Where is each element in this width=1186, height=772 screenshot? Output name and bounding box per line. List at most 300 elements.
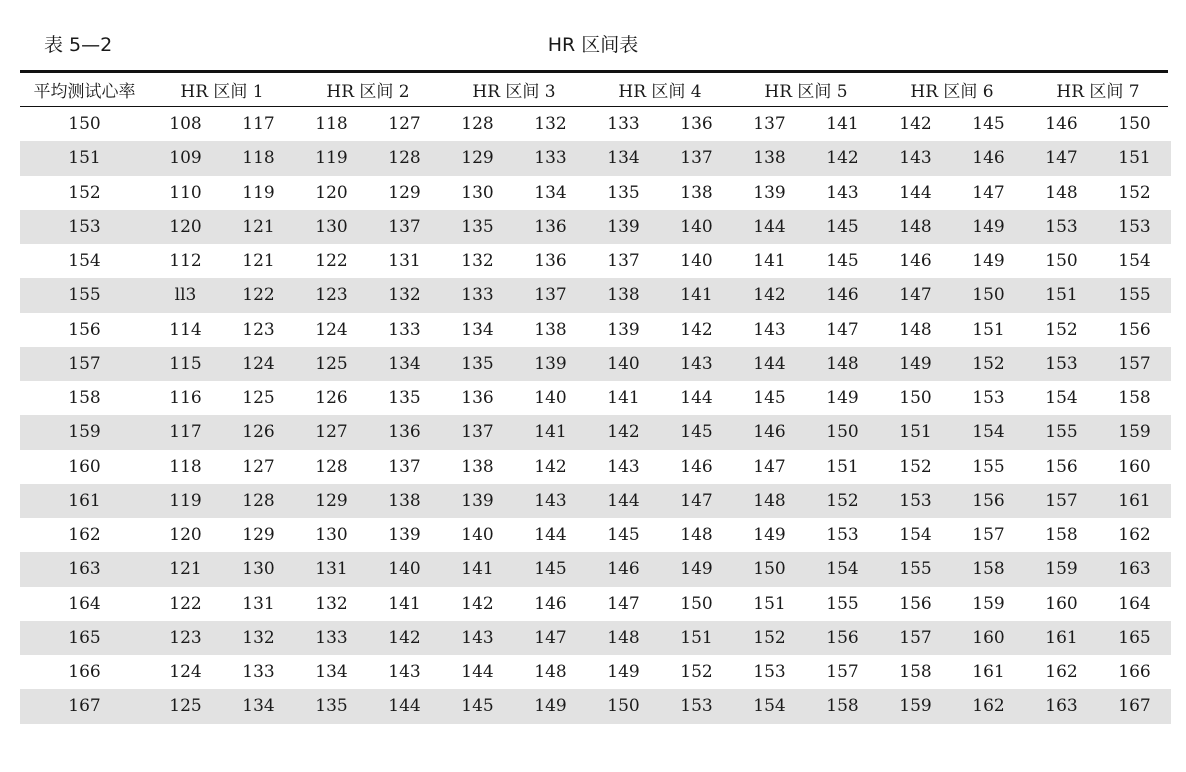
zone-bound-cell: 146 (534, 593, 567, 614)
zone-bound-cell: 163 (1098, 552, 1171, 586)
zone-bound-cell: 135 (388, 388, 421, 409)
zone-bound-cell: 159 (972, 593, 1005, 614)
zone-bound-cell: 134 (368, 347, 441, 381)
table-row (20, 313, 1171, 347)
zone-bound-cell: 149 (826, 388, 859, 409)
zone-bound-cell: 131 (242, 593, 275, 614)
zone-bound-cell: 158 (1118, 388, 1151, 409)
zone-bound-cell: 134 (222, 689, 295, 723)
zone-bound-cell: 146 (952, 141, 1025, 175)
zone-bound-cell: 124 (222, 347, 295, 381)
zone-bound-cell: 148 (733, 484, 806, 518)
header-hr-zone-1: HR 区间 1 (180, 82, 264, 102)
zone-bound-cell: 141 (441, 552, 514, 586)
avg-test-hr-cell: 162 (68, 525, 101, 546)
zone-bound-cell: 141 (753, 251, 786, 272)
zone-bound-cell: 134 (587, 141, 660, 175)
avg-test-hr-cell: 163 (20, 552, 149, 586)
zone-bound-cell: 157 (879, 621, 952, 655)
table-body (20, 106, 1171, 724)
zone-bound-cell: 156 (1045, 456, 1078, 477)
zone-bound-cell: 122 (169, 593, 202, 614)
zone-bound-cell: 148 (879, 210, 952, 244)
zone-bound-cell: 156 (899, 593, 932, 614)
avg-test-hr-cell: 155 (20, 278, 149, 312)
zone-bound-cell: 129 (388, 182, 421, 203)
zone-bound-cell: 139 (388, 525, 421, 546)
zone-bound-cell: 148 (899, 319, 932, 340)
zone-bound-cell: 145 (806, 210, 879, 244)
header-hr-zone-6: HR 区间 6 (910, 82, 994, 102)
zone-bound-cell: 136 (680, 114, 713, 135)
zone-bound-cell: 156 (806, 621, 879, 655)
avg-test-hr-cell: 160 (68, 456, 101, 477)
zone-bound-cell: 112 (169, 251, 202, 272)
zone-bound-cell: 157 (826, 662, 859, 683)
zone-bound-cell: 147 (660, 484, 733, 518)
zone-bound-cell: 152 (1045, 319, 1078, 340)
zone-bound-cell: 148 (587, 621, 660, 655)
zone-bound-cell: 142 (534, 456, 567, 477)
zone-bound-cell: 118 (169, 456, 202, 477)
zone-bound-cell: 145 (972, 114, 1005, 135)
zone-bound-cell: 139 (441, 484, 514, 518)
zone-bound-cell: 138 (368, 484, 441, 518)
zone-bound-cell: 120 (315, 182, 348, 203)
zone-bound-cell: 161 (972, 662, 1005, 683)
zone-bound-cell: 137 (514, 278, 587, 312)
zone-bound-cell: 139 (607, 319, 640, 340)
zone-bound-cell: 151 (1025, 278, 1098, 312)
zone-bound-cell: 142 (461, 593, 494, 614)
zone-bound-cell: 152 (733, 621, 806, 655)
zone-bound-cell: 117 (242, 114, 275, 135)
zone-bound-cell: 143 (826, 182, 859, 203)
zone-bound-cell: 108 (169, 114, 202, 135)
table-row (20, 655, 1171, 689)
zone-bound-cell: 153 (879, 484, 952, 518)
zone-bound-cell: 144 (733, 210, 806, 244)
zone-bound-cell: 128 (222, 484, 295, 518)
zone-bound-cell: 149 (972, 251, 1005, 272)
zone-bound-cell: 117 (149, 415, 222, 449)
zone-bound-cell: 164 (1118, 593, 1151, 614)
avg-test-hr-cell: 161 (20, 484, 149, 518)
zone-bound-cell: 133 (607, 114, 640, 135)
zone-bound-cell: 133 (388, 319, 421, 340)
zone-bound-cell: 147 (826, 319, 859, 340)
avg-test-hr-cell: 153 (20, 210, 149, 244)
zone-bound-cell: 160 (1118, 456, 1151, 477)
zone-bound-cell: 145 (660, 415, 733, 449)
zone-bound-cell: 158 (806, 689, 879, 723)
zone-bound-cell: 157 (1025, 484, 1098, 518)
zone-bound-cell: 121 (222, 210, 295, 244)
avg-test-hr-cell: 158 (68, 388, 101, 409)
zone-bound-cell: 136 (514, 210, 587, 244)
zone-bound-cell: 151 (753, 593, 786, 614)
zone-bound-cell: 132 (534, 114, 567, 135)
zone-bound-cell: 133 (441, 278, 514, 312)
zone-bound-cell: 141 (607, 388, 640, 409)
zone-bound-cell: 140 (660, 210, 733, 244)
zone-bound-cell: 159 (1098, 415, 1171, 449)
zone-bound-cell: 140 (461, 525, 494, 546)
zone-bound-cell: 144 (368, 689, 441, 723)
zone-bound-cell: 150 (899, 388, 932, 409)
table-row (20, 141, 1171, 175)
zone-bound-cell: 152 (1118, 182, 1151, 203)
zone-bound-cell: 119 (149, 484, 222, 518)
avg-test-hr-cell: 165 (20, 621, 149, 655)
zone-bound-cell: 134 (315, 662, 348, 683)
zone-bound-cell: 145 (514, 552, 587, 586)
zone-bound-cell: 121 (242, 251, 275, 272)
zone-bound-cell: 163 (1025, 689, 1098, 723)
zone-bound-cell: 149 (952, 210, 1025, 244)
zone-bound-cell: 145 (826, 251, 859, 272)
zone-bound-cell: 143 (514, 484, 587, 518)
zone-bound-cell: 131 (388, 251, 421, 272)
zone-bound-cell: 153 (826, 525, 859, 546)
avg-test-hr-cell: 152 (68, 182, 101, 203)
table-row (20, 347, 1171, 381)
zone-bound-cell: 150 (1045, 251, 1078, 272)
zone-bound-cell: 124 (315, 319, 348, 340)
zone-bound-cell: 162 (1118, 525, 1151, 546)
zone-bound-cell: 148 (1045, 182, 1078, 203)
avg-test-hr-cell: 150 (68, 114, 101, 135)
zone-bound-cell: 149 (607, 662, 640, 683)
zone-bound-cell: 155 (1025, 415, 1098, 449)
zone-bound-cell: 136 (534, 251, 567, 272)
zone-bound-cell: 118 (315, 114, 348, 135)
zone-bound-cell: 146 (587, 552, 660, 586)
zone-bound-cell: 142 (733, 278, 806, 312)
zone-bound-cell: 136 (368, 415, 441, 449)
zone-bound-cell: 118 (222, 141, 295, 175)
zone-bound-cell: 122 (222, 278, 295, 312)
zone-bound-cell: 132 (368, 278, 441, 312)
zone-bound-cell: 130 (295, 210, 368, 244)
zone-bound-cell: 162 (952, 689, 1025, 723)
avg-test-hr-cell: 166 (68, 662, 101, 683)
zone-bound-cell: 109 (149, 141, 222, 175)
zone-bound-cell: 135 (441, 210, 514, 244)
zone-bound-cell: 153 (972, 388, 1005, 409)
table-row (20, 518, 1171, 552)
zone-bound-cell: 133 (514, 141, 587, 175)
zone-bound-cell: 152 (899, 456, 932, 477)
zone-bound-cell: 147 (607, 593, 640, 614)
zone-bound-cell: 145 (441, 689, 514, 723)
zone-bound-cell: 141 (514, 415, 587, 449)
zone-bound-cell: 139 (753, 182, 786, 203)
zone-bound-cell: 149 (514, 689, 587, 723)
table-header-row (20, 73, 1171, 106)
zone-bound-cell: 125 (149, 689, 222, 723)
zone-bound-cell: 167 (1098, 689, 1171, 723)
zone-bound-cell: 144 (461, 662, 494, 683)
zone-bound-cell: 150 (1118, 114, 1151, 135)
zone-bound-cell: 147 (972, 182, 1005, 203)
zone-bound-cell: 127 (295, 415, 368, 449)
zone-bound-cell: 140 (587, 347, 660, 381)
zone-bound-cell: 145 (753, 388, 786, 409)
zone-bound-cell: 139 (587, 210, 660, 244)
zone-bound-cell: 119 (295, 141, 368, 175)
table-row (20, 415, 1171, 449)
zone-bound-cell: 166 (1118, 662, 1151, 683)
zone-bound-cell: 133 (242, 662, 275, 683)
zone-bound-cell: 116 (169, 388, 202, 409)
zone-bound-cell: 152 (680, 662, 713, 683)
zone-bound-cell: 150 (587, 689, 660, 723)
zone-bound-cell: 132 (461, 251, 494, 272)
avg-test-hr-cell: 156 (68, 319, 101, 340)
zone-bound-cell: 160 (952, 621, 1025, 655)
zone-bound-cell: 153 (1025, 347, 1098, 381)
zone-bound-cell: 160 (1045, 593, 1078, 614)
table-row (20, 210, 1171, 244)
zone-bound-cell: 154 (952, 415, 1025, 449)
table-row (20, 621, 1171, 655)
zone-bound-cell: 137 (607, 251, 640, 272)
zone-bound-cell: 142 (368, 621, 441, 655)
zone-bound-cell: 125 (295, 347, 368, 381)
zone-bound-cell: 155 (1098, 278, 1171, 312)
zone-bound-cell: 110 (169, 182, 202, 203)
zone-bound-cell: 156 (952, 484, 1025, 518)
zone-bound-cell: 148 (806, 347, 879, 381)
zone-bound-cell: 137 (368, 210, 441, 244)
zone-bound-cell: 153 (1025, 210, 1098, 244)
zone-bound-cell: 141 (388, 593, 421, 614)
header-hr-zone-3: HR 区间 3 (472, 82, 556, 102)
zone-bound-cell: 129 (242, 525, 275, 546)
zone-bound-cell: 140 (680, 251, 713, 272)
table-row (20, 450, 1171, 484)
zone-bound-cell: 148 (534, 662, 567, 683)
zone-bound-cell: 153 (1098, 210, 1171, 244)
header-hr-zone-2: HR 区间 2 (326, 82, 410, 102)
zone-bound-cell: 126 (222, 415, 295, 449)
zone-bound-cell: 134 (534, 182, 567, 203)
zone-bound-cell: 147 (879, 278, 952, 312)
zone-bound-cell: 145 (607, 525, 640, 546)
zone-bound-cell: 152 (952, 347, 1025, 381)
zone-bound-cell: 131 (295, 552, 368, 586)
header-hr-zone-4: HR 区间 4 (618, 82, 702, 102)
zone-bound-cell: 138 (461, 456, 494, 477)
zone-bound-cell: 143 (753, 319, 786, 340)
zone-bound-cell: 144 (587, 484, 660, 518)
zone-bound-cell: 146 (899, 251, 932, 272)
zone-bound-cell: 120 (149, 210, 222, 244)
zone-bound-cell: 158 (952, 552, 1025, 586)
zone-bound-cell: 128 (461, 114, 494, 135)
zone-bound-cell: 143 (879, 141, 952, 175)
zone-bound-cell: 141 (826, 114, 859, 135)
hr-zone-table (20, 73, 1171, 724)
zone-bound-cell: ll3 (149, 278, 222, 312)
zone-bound-cell: 142 (806, 141, 879, 175)
zone-bound-cell: 159 (879, 689, 952, 723)
zone-bound-cell: 124 (169, 662, 202, 683)
header-avg-test-hr: 平均测试心率 (33, 82, 136, 102)
zone-bound-cell: 146 (1045, 114, 1078, 135)
zone-bound-cell: 138 (680, 182, 713, 203)
table-row (20, 381, 1171, 415)
zone-bound-cell: 123 (295, 278, 368, 312)
zone-bound-cell: 147 (514, 621, 587, 655)
avg-test-hr-cell: 154 (68, 251, 101, 272)
zone-bound-cell: 153 (660, 689, 733, 723)
avg-test-hr-cell: 157 (20, 347, 149, 381)
zone-bound-cell: 115 (149, 347, 222, 381)
zone-bound-cell: 123 (242, 319, 275, 340)
zone-bound-cell: 127 (242, 456, 275, 477)
zone-bound-cell: 139 (514, 347, 587, 381)
zone-bound-cell: 132 (222, 621, 295, 655)
zone-bound-cell: 151 (826, 456, 859, 477)
zone-bound-cell: 144 (534, 525, 567, 546)
zone-bound-cell: 138 (733, 141, 806, 175)
zone-bound-cell: 134 (461, 319, 494, 340)
zone-bound-cell: 154 (1045, 388, 1078, 409)
zone-bound-cell: 140 (368, 552, 441, 586)
zone-bound-cell: 114 (169, 319, 202, 340)
zone-bound-cell: 147 (753, 456, 786, 477)
zone-bound-cell: 157 (972, 525, 1005, 546)
zone-bound-cell: 140 (534, 388, 567, 409)
avg-test-hr-cell: 164 (68, 593, 101, 614)
zone-bound-cell: 154 (806, 552, 879, 586)
zone-bound-cell: 142 (899, 114, 932, 135)
zone-bound-cell: 144 (899, 182, 932, 203)
zone-bound-cell: 151 (972, 319, 1005, 340)
table-row (20, 176, 1171, 210)
zone-bound-cell: 147 (1025, 141, 1098, 175)
zone-bound-cell: 138 (534, 319, 567, 340)
zone-bound-cell: 144 (733, 347, 806, 381)
zone-bound-cell: 155 (879, 552, 952, 586)
zone-bound-cell: 130 (315, 525, 348, 546)
zone-bound-cell: 135 (295, 689, 368, 723)
zone-bound-cell: 137 (441, 415, 514, 449)
zone-bound-cell: 155 (826, 593, 859, 614)
avg-test-hr-cell: 159 (20, 415, 149, 449)
zone-bound-cell: 120 (169, 525, 202, 546)
zone-bound-cell: 154 (733, 689, 806, 723)
zone-bound-cell: 132 (315, 593, 348, 614)
zone-bound-cell: 149 (879, 347, 952, 381)
table-label: 表 5—2 (44, 34, 113, 56)
zone-bound-cell: 129 (441, 141, 514, 175)
zone-bound-cell: 127 (388, 114, 421, 135)
zone-bound-cell: 150 (806, 415, 879, 449)
zone-bound-cell: 158 (899, 662, 932, 683)
zone-bound-cell: 125 (242, 388, 275, 409)
zone-bound-cell: 128 (368, 141, 441, 175)
zone-bound-cell: 142 (680, 319, 713, 340)
header-hr-zone-5: HR 区间 5 (764, 82, 848, 102)
table-row (20, 244, 1171, 278)
avg-test-hr-cell: 167 (20, 689, 149, 723)
table-title: HR 区间表 (547, 34, 639, 56)
zone-bound-cell: 137 (660, 141, 733, 175)
zone-bound-cell: 148 (680, 525, 713, 546)
zone-bound-cell: 146 (806, 278, 879, 312)
zone-bound-cell: 136 (461, 388, 494, 409)
zone-bound-cell: 165 (1098, 621, 1171, 655)
zone-bound-cell: 161 (1098, 484, 1171, 518)
zone-bound-cell: 137 (388, 456, 421, 477)
zone-bound-cell: 121 (149, 552, 222, 586)
zone-bound-cell: 151 (660, 621, 733, 655)
zone-bound-cell: 146 (733, 415, 806, 449)
zone-bound-cell: 143 (660, 347, 733, 381)
zone-bound-cell: 161 (1025, 621, 1098, 655)
zone-bound-cell: 135 (607, 182, 640, 203)
zone-bound-cell: 162 (1045, 662, 1078, 683)
zone-bound-cell: 146 (680, 456, 713, 477)
zone-bound-cell: 123 (149, 621, 222, 655)
zone-bound-cell: 138 (587, 278, 660, 312)
zone-bound-cell: 151 (879, 415, 952, 449)
zone-bound-cell: 133 (295, 621, 368, 655)
zone-bound-cell: 154 (899, 525, 932, 546)
table-row (20, 107, 1171, 141)
zone-bound-cell: 149 (660, 552, 733, 586)
zone-bound-cell: 130 (222, 552, 295, 586)
zone-bound-cell: 150 (733, 552, 806, 586)
zone-bound-cell: 154 (1118, 251, 1151, 272)
zone-bound-cell: 135 (441, 347, 514, 381)
zone-bound-cell: 144 (680, 388, 713, 409)
zone-bound-cell: 149 (753, 525, 786, 546)
zone-bound-cell: 126 (315, 388, 348, 409)
table-row (20, 552, 1171, 586)
table-row (20, 484, 1171, 518)
zone-bound-cell: 122 (315, 251, 348, 272)
zone-bound-cell: 150 (680, 593, 713, 614)
zone-bound-cell: 153 (753, 662, 786, 683)
zone-bound-cell: 137 (753, 114, 786, 135)
zone-bound-cell: 143 (388, 662, 421, 683)
zone-bound-cell: 155 (972, 456, 1005, 477)
zone-bound-cell: 157 (1098, 347, 1171, 381)
zone-bound-cell: 158 (1045, 525, 1078, 546)
zone-bound-cell: 142 (587, 415, 660, 449)
zone-bound-cell: 119 (242, 182, 275, 203)
avg-test-hr-cell: 151 (20, 141, 149, 175)
table-row (20, 587, 1171, 621)
zone-bound-cell: 141 (660, 278, 733, 312)
zone-bound-cell: 156 (1118, 319, 1151, 340)
table-row (20, 278, 1171, 312)
zone-bound-cell: 152 (806, 484, 879, 518)
zone-bound-cell: 159 (1025, 552, 1098, 586)
zone-bound-cell: 128 (315, 456, 348, 477)
zone-bound-cell: 143 (607, 456, 640, 477)
zone-bound-cell: 150 (952, 278, 1025, 312)
zone-bound-cell: 130 (461, 182, 494, 203)
zone-bound-cell: 143 (441, 621, 514, 655)
zone-bound-cell: 129 (295, 484, 368, 518)
zone-bound-cell: 151 (1098, 141, 1171, 175)
header-hr-zone-7: HR 区间 7 (1056, 82, 1140, 102)
